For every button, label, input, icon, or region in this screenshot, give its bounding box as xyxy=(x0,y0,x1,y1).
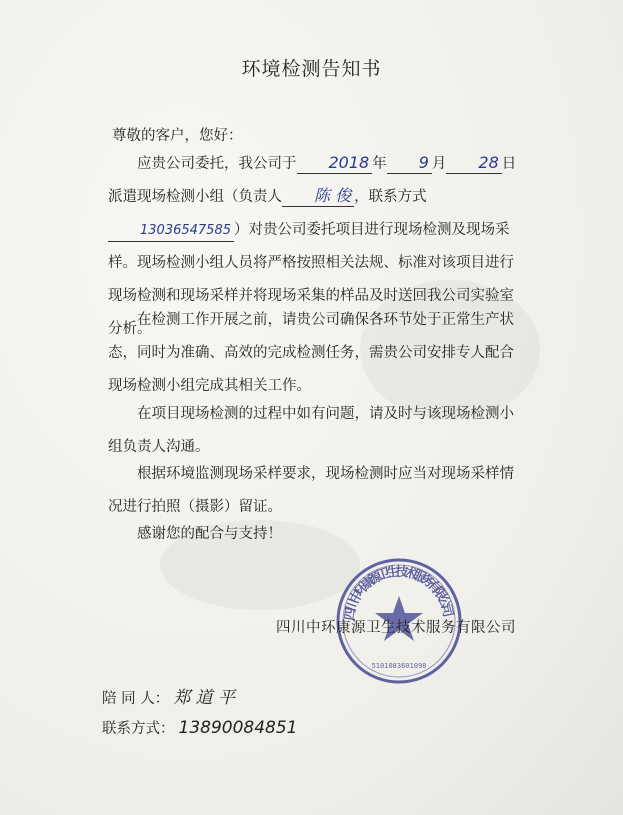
contact-row xyxy=(102,717,297,738)
paragraph-3: 在项目现场检测的过程中如有问题，请及时与该现场检测小组负责人沟通。 xyxy=(108,406,514,455)
company-name: 四川中环康源卫生技术服务有限公司 xyxy=(276,620,516,636)
leader-name: 陈 俊 xyxy=(282,186,354,207)
paragraph-2: 在检测工作开展之前，请贵公司确保各环节处于正常生产状态，同时为准确、高效的完成检测任务，需贵公司安排专人配合现场检测小组完成其相关工作。 xyxy=(108,312,514,394)
date-day: 28 xyxy=(446,153,501,174)
month-unit: 月 xyxy=(431,156,447,172)
contact-value: 13890084851 xyxy=(178,718,298,738)
paragraph-5: 感谢您的配合与支持！ xyxy=(137,526,282,542)
p1-pre: 应贵公司委托，我公司于 xyxy=(137,156,297,172)
p1-rest: ）对贵公司委托项目进行现场检测及现场采样。现场检测小组人员将严格按照相关法规、标准对该项目进行现场检测和现场采样并将现场采集的样品及时送回我公司实验室分析。 xyxy=(108,222,514,337)
date-month: 9 xyxy=(387,153,432,174)
greeting: 尊敬的客户，您好： xyxy=(112,128,243,144)
companion-row xyxy=(102,683,235,708)
contact-label: 联系方式： xyxy=(102,721,175,737)
contact-label-inline: ，联系方式 xyxy=(354,189,427,205)
leader-contact: 13036547585 xyxy=(108,221,234,242)
year-unit: 年 xyxy=(372,156,387,172)
p1-post-date: 日派遣现场检测小组（负责人 xyxy=(108,156,517,205)
companion-label: 陪 同 人： xyxy=(102,691,170,707)
seal-name: 四川中环康源卫生技术服务有限公司 xyxy=(342,564,456,622)
date-year: 2018 xyxy=(297,153,373,174)
paragraph-4: 根据环境监测现场采样要求，现场检测时应当对现场采样情况进行拍照（摄影）留证。 xyxy=(108,466,514,515)
seal-number: 5101083601098 xyxy=(371,662,427,670)
companion-signature: 郑 道 平 xyxy=(173,688,236,708)
document-title: 环境检测告知书 xyxy=(241,58,382,80)
